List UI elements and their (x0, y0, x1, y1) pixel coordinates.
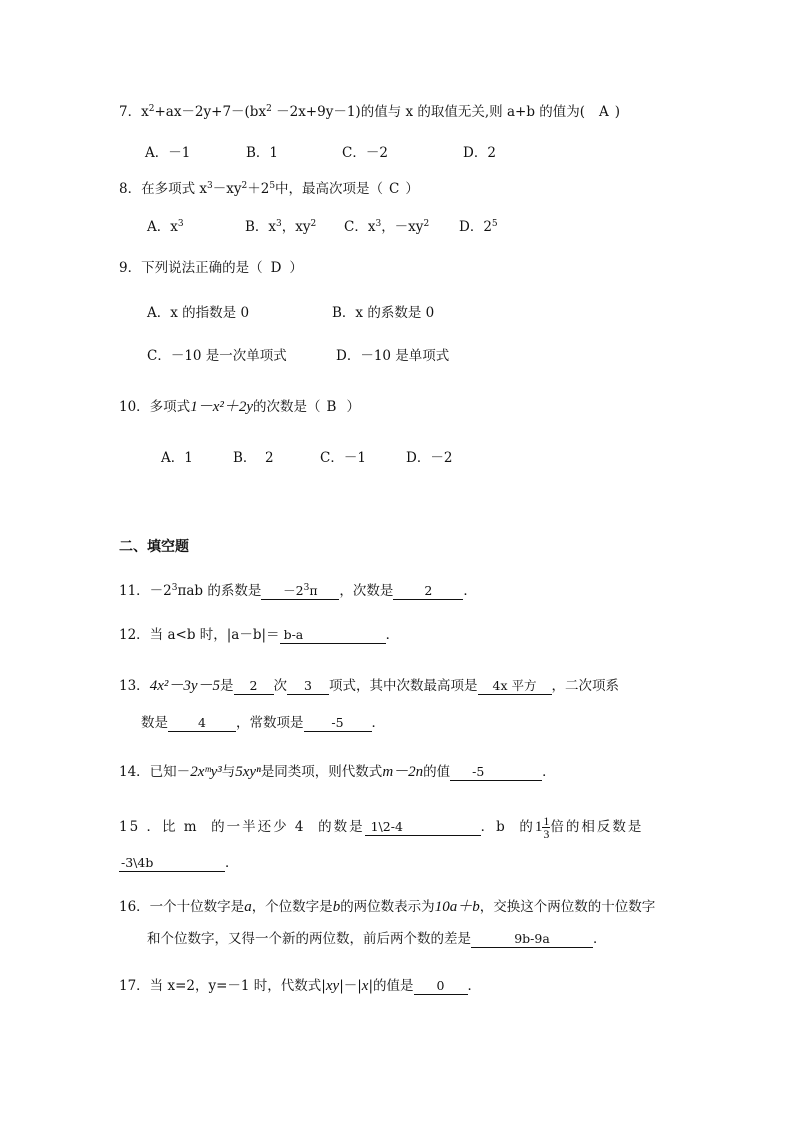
q10-option-b: B． 2 (233, 450, 274, 466)
q8-option-b: B．$x^3$，$xy^2$ (245, 219, 317, 235)
q10-option-d: D．－2 (406, 450, 453, 466)
q10-option-a: A．1 (161, 450, 193, 466)
q12-blank: b-a (280, 627, 386, 644)
q11-blank-degree: 2 (393, 583, 463, 600)
q10-polynomial: 1－x²＋2y (190, 399, 254, 415)
q13-blank-degree: 2 (234, 678, 274, 695)
q17-blank: 0 (414, 978, 468, 995)
q14-term2: 5xyⁿ (235, 764, 261, 780)
q9-option-c: C．－10 是一次单项式 (147, 348, 287, 364)
q7-option-d: D．2 (463, 145, 496, 161)
q9-option-d: D．－10 是单项式 (336, 348, 450, 364)
question-7: 7．$x^2+ax-2y+7-(bx^2 -2x+9y-1)$的值与 x 的取值无关,则 a+b 的值为( A ) (119, 104, 621, 120)
q14-blank: -5 (450, 764, 542, 781)
q9-option-b: B．x 的系数是 0 (332, 305, 435, 321)
q13-blank-terms: 3 (287, 678, 329, 695)
q10-option-c: C．－1 (320, 450, 366, 466)
question-14: 14．已知－2xᵐy³与5xyⁿ是同类项，则代数式m－2n的值 -5 ． (119, 764, 556, 780)
q13-polynomial: 4x²－3y－5 (149, 678, 221, 694)
q15-fraction: $\frac{1}{3}$ (543, 814, 550, 841)
question-9: 9．下列说法正确的是（ D ） (119, 260, 303, 276)
question-15-line2: -3\4b ． (121, 855, 239, 871)
q11-blank-coefficient: $-2^3\pi$ (261, 583, 339, 600)
q7-stem-b: +ax－2y+7－(bx (154, 104, 267, 120)
q10-answer: B (326, 399, 337, 415)
q13-blank-highest-term: 4x 平方 (478, 678, 552, 695)
q7-option-a: A．－1 (145, 145, 191, 161)
question-15: 15 ．比 m 的一半还少 4 的数是 1\2-4 ．b 的1 $\frac{1}{3}$ 倍的相反数是 (119, 814, 644, 841)
q8-option-a: A．$x^3$ (147, 219, 184, 235)
question-16: 16．一个十位数字是a，个位数字是b的两位数表示为10a＋b，交换这个两位数的十位数字 (119, 899, 656, 915)
question-13-line2: 数是 4 ，常数项是 -5 ． (141, 715, 385, 731)
q15-blank-2: -3\4b (119, 855, 225, 872)
q7-stem-a: x (141, 104, 149, 120)
question-12: 12．当 a<b 时，|a－b|＝ b-a ． (119, 627, 400, 643)
q13-blank-quadratic-coefficient: 4 (168, 715, 236, 732)
q9-answer: D (270, 260, 282, 276)
question-10: 10．多项式1－x²＋2y的次数是（ B ） (119, 399, 360, 415)
question-13: 13．4x²－3y－5是 2 次 3 项式，其中次数最高项是 4x 平方 ，二次项系 (119, 678, 620, 694)
q7-number: 7． (119, 104, 142, 120)
q14-term1: 2xᵐy³ (190, 764, 222, 780)
q14-expression: m－2n (382, 764, 424, 780)
section-title-fill-in: 二、填空题 (119, 539, 189, 555)
q8-answer: C (389, 181, 400, 197)
q7-stem-c: －2x+9y－1)的值与 x 的取值无关,则 a+b 的值为( (271, 104, 586, 120)
q8-option-c: C．$x^3$，$-xy^2$ (344, 219, 430, 235)
question-17: 17．当 x=2，y=－1 时，代数式|xy|－|x|的值是 0 ． (119, 978, 482, 994)
q16-blank: 9b-9a (471, 931, 593, 948)
q9-option-a: A．x 的指数是 0 (147, 305, 250, 321)
q7-option-b: B．1 (246, 145, 279, 161)
q7-answer: A (599, 104, 609, 120)
question-8: 8．在多项式 $x^3-xy^2+2^5$中，最高次项是（ C ） (119, 181, 419, 197)
q13-blank-constant: -5 (304, 715, 372, 732)
question-16-line2: 和个位数字，又得一个新的两位数，前后两个数的差是 9b-9a ． (147, 931, 607, 947)
q7-option-c: C．－2 (342, 145, 388, 161)
q16-expression: 10a＋b (434, 899, 480, 915)
question-11: 11．$-2^3\pi ab$ 的系数是 $-2^3\pi$ ，次数是 2 ． (119, 583, 477, 599)
q15-blank-1: 1\2-4 (365, 819, 481, 836)
q8-option-d: D．$2^5$ (459, 219, 498, 235)
